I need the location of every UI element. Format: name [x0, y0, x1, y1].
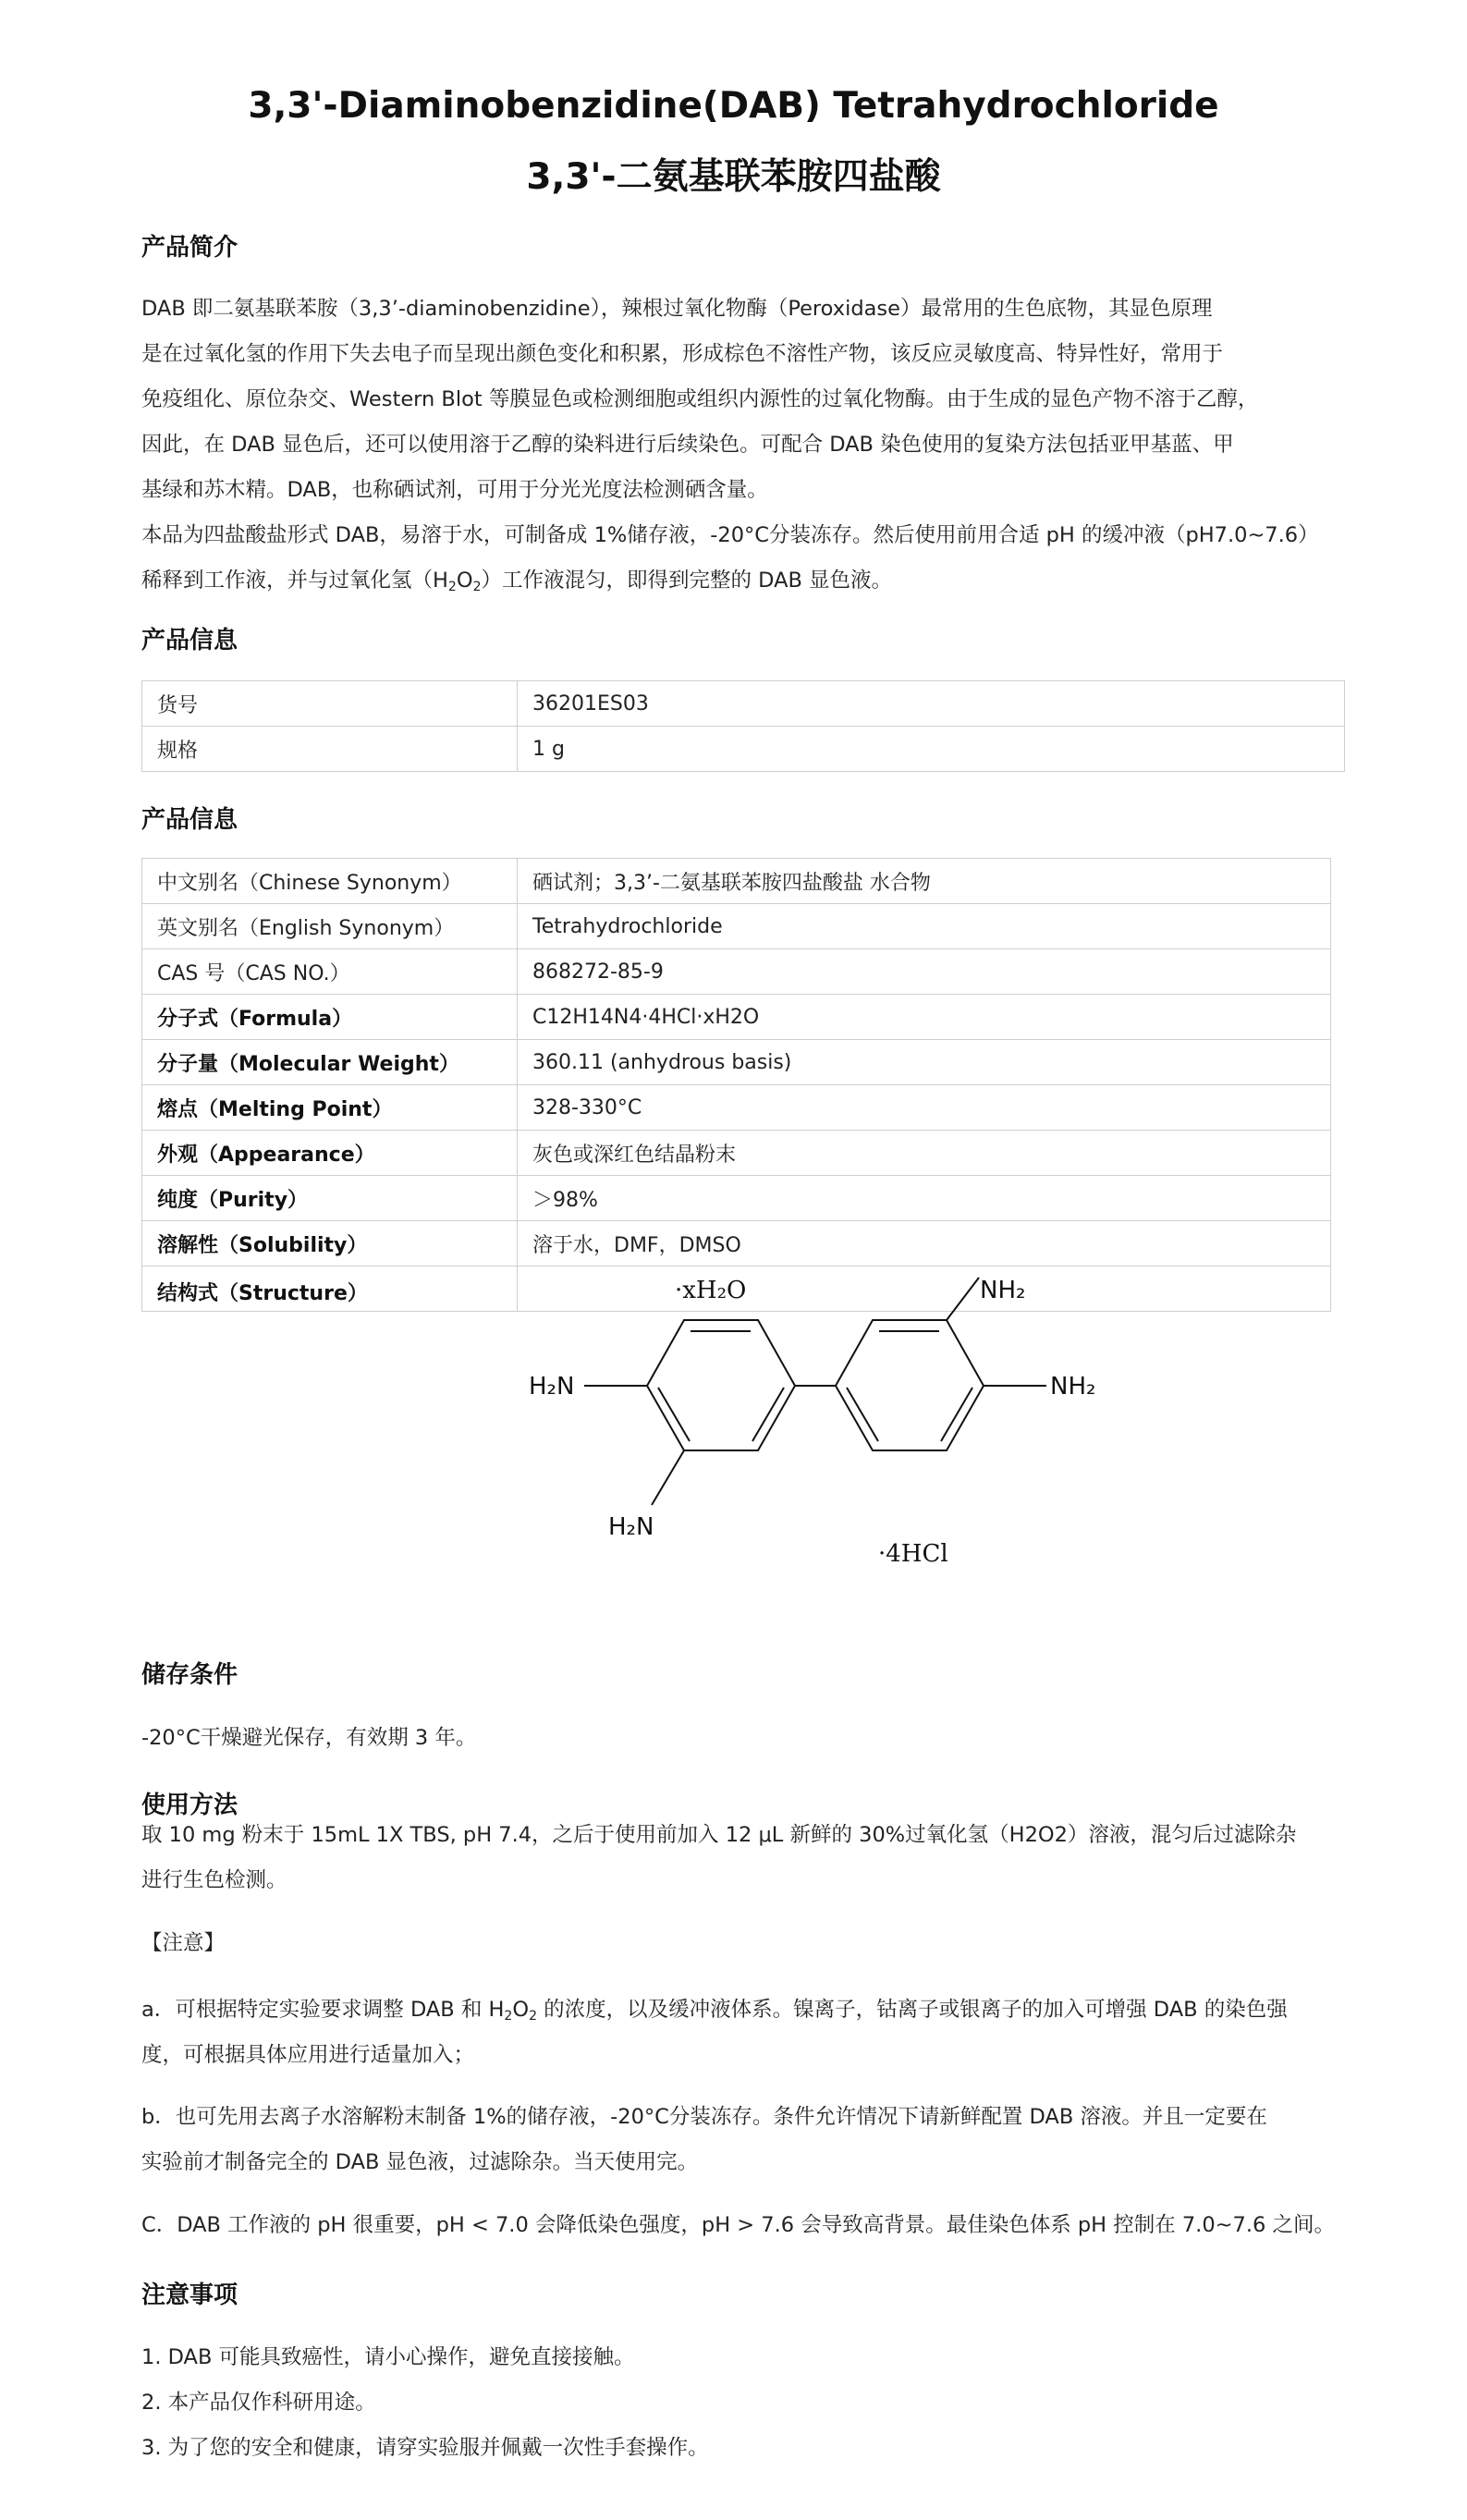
nh2-top-label: NH₂	[980, 1277, 1026, 1304]
table-key: 分子式（Formula）	[142, 995, 518, 1040]
intro-line: 稀释到工作液，并与过氧化氢$(H_2O_2)$工作液混匀，即得到完整的 DAB 显色液。	[141, 569, 893, 594]
structure-label: 结构式（Structure）	[157, 1282, 368, 1305]
note-a	[141, 1988, 1343, 2078]
table-key: 分子量（Molecular Weight）	[142, 1040, 518, 1085]
note-a-line: a．可根据特定实验要求调整 DAB 和 $H_2O_2$ 的浓度，以及缓冲液体系。镍离子，钴离子或银离子的加入可增强 DAB 的染色强	[141, 1998, 1288, 2024]
table-row	[142, 995, 1331, 1040]
intro-heading: 产品简介	[141, 234, 238, 262]
table-value: 1 g	[518, 727, 1345, 772]
intro-line: 是在过氧化氢的作用下失去电子而呈现出颜色变化和积累，形成棕色不溶性产物，该反应灵敏度高、特异性好，常用于	[141, 342, 1224, 366]
table-key: 溶解性（Solubility）	[142, 1221, 518, 1266]
title-chinese: 3,3'-二氨基联苯胺四盐酸	[526, 156, 941, 198]
table-value: 36201ES03	[518, 681, 1345, 727]
table-key: 中文别名（Chinese Synonym）	[142, 859, 518, 904]
table-value: ＞98%	[518, 1176, 1331, 1221]
h2n-bottom-label: H₂N	[608, 1513, 654, 1541]
table-value: 硒试剂；3,3’-二氨基联苯胺四盐酸盐 水合物	[518, 859, 1331, 904]
notes-list	[141, 2335, 1343, 2471]
table-row	[142, 859, 1331, 904]
list-item: 2. 本产品仅作科研用途。	[141, 2391, 376, 2415]
intro-line: 免疫组化、原位杂交、Western Blot 等膜显色或检测细胞或组织内源性的过氧化物酶。由于生成的显色产物不溶于乙醇，	[141, 387, 1259, 411]
storage-text	[141, 1716, 1343, 1761]
chemical-structure-diagram	[518, 1266, 1331, 1616]
intro-line: 因此，在 DAB 显色后，还可以使用溶于乙醇的染料进行后续染色。可配合 DAB 染色使用的复染方法包括亚甲基蓝、甲	[141, 433, 1234, 457]
table-value: 溶于水，DMF，DMSO	[518, 1221, 1331, 1266]
usage-heading: 使用方法	[141, 1792, 238, 1819]
storage-heading: 储存条件	[141, 1661, 238, 1689]
structure-cell	[518, 1266, 1331, 1568]
table-value: 868272-85-9	[518, 949, 1331, 995]
table-key: 外观（Appearance）	[142, 1131, 518, 1176]
note-c-line: C．DAB 工作液的 pH 很重要，pH < 7.0 会降低染色强度，pH > 7.6 会导致高背景。最佳染色体系 pH 控制在 7.0~7.6 之间。	[141, 2213, 1335, 2237]
usage-line: 取 10 mg 粉末于 15mL 1X TBS, pH 7.4，之后于使用前加入 12 μL 新鲜的 30%过氧化氢（H2O2）溶液，混匀后过滤除杂	[141, 1823, 1297, 1847]
note-title	[141, 1921, 1343, 1966]
list-item: 1. DAB 可能具致癌性，请小心操作，避免直接接触。	[141, 2345, 635, 2369]
product-info-table	[141, 680, 1345, 772]
table-row	[142, 1040, 1331, 1085]
table-key	[142, 1266, 518, 1312]
table-row	[142, 1131, 1331, 1176]
table-row	[142, 727, 1345, 772]
table-row	[142, 949, 1331, 995]
note-b-line: 实验前才制备完全的 DAB 显色液，过滤除杂。当天使用完。	[141, 2150, 699, 2174]
h2n-left-label: H₂N	[529, 1373, 575, 1401]
right-benzene-ring	[836, 1320, 984, 1450]
intro-line: 基绿和苏木精。DAB，也称硒试剂，可用于分光光度法检测硒含量。	[141, 478, 768, 502]
note-c	[141, 2203, 1343, 2248]
table-row	[142, 1221, 1331, 1266]
table-key: 规格	[142, 727, 518, 772]
table-row	[142, 1266, 1331, 1312]
left-benzene-ring	[647, 1320, 795, 1450]
table-row	[142, 1176, 1331, 1221]
table-value: C12H14N4·4HCl·xH2O	[518, 995, 1331, 1040]
usage-line: 进行生色检测。	[141, 1868, 287, 1892]
table-key: 货号	[142, 681, 518, 727]
table-key: 熔点（Melting Point）	[142, 1085, 518, 1131]
note-a-line: 度，可根据具体应用进行适量加入；	[141, 2043, 475, 2067]
hcl-label: ·4HCl	[878, 1540, 948, 1568]
table-row	[142, 681, 1345, 727]
table-value: 灰色或深红色结晶粉末	[518, 1131, 1331, 1176]
table-value: 328-330°C	[518, 1085, 1331, 1131]
table-key: CAS 号（CAS NO.）	[142, 949, 518, 995]
table-key: 英文别名（English Synonym）	[142, 904, 518, 949]
table-row	[142, 904, 1331, 949]
product-info-heading: 产品信息	[141, 627, 238, 654]
intro-line: 本品为四盐酸盐形式 DAB，易溶于水，可制备成 1%储存液，-20°C分装冻存。然后使用前用合适 pH 的缓冲液（pH7.0~7.6）	[141, 523, 1319, 547]
list-item: 3. 为了您的安全和健康，请穿实验服并佩戴一次性手套操作。	[141, 2436, 709, 2460]
storage-line: -20°C干燥避光保存，有效期 3 年。	[141, 1726, 477, 1750]
note-b-line: b．也可先用去离子水溶解粉末制备 1%的储存液，-20°C分装冻存。条件允许情况下请新鲜配置 DAB 溶液。并且一定要在	[141, 2105, 1267, 2129]
note-title-line: 【注意】	[141, 1931, 226, 1955]
note-b	[141, 2095, 1343, 2185]
nh2-right-label: NH₂	[1050, 1373, 1096, 1401]
product-details-table	[141, 858, 1331, 1568]
product-info-heading-2: 产品信息	[141, 806, 238, 834]
title-english: 3,3'-Diaminobenzidine(DAB) Tetrahydrochloride	[248, 85, 1219, 127]
table-row	[142, 1085, 1331, 1131]
table-key: 纯度（Purity）	[142, 1176, 518, 1221]
intro-paragraph	[141, 287, 1343, 604]
table-value: Tetrahydrochloride	[518, 904, 1331, 949]
usage-paragraph	[141, 1813, 1343, 1903]
notes-heading: 注意事项	[141, 2281, 238, 2309]
water-label: ·xH₂O	[675, 1277, 747, 1304]
table-value: 360.11 (anhydrous basis)	[518, 1040, 1331, 1085]
intro-line: DAB 即二氨基联苯胺（3,3’-diaminobenzidine），辣根过氧化物酶（Peroxidase）最常用的生色底物，其显色原理	[141, 297, 1213, 321]
